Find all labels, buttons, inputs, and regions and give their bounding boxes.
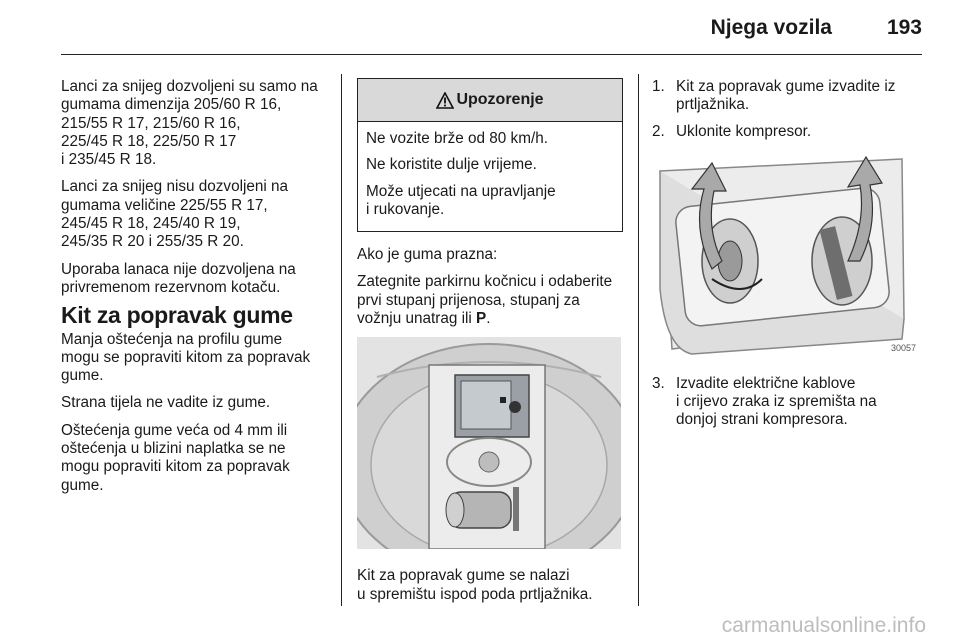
gear-p-label: P <box>476 310 487 328</box>
step-number: 3. <box>652 374 665 392</box>
column-2 <box>357 78 623 613</box>
section-title: Kit za popravak gume <box>61 302 293 329</box>
warning-line: Može utjecati na upravljanje i rukovanje. <box>366 182 556 218</box>
warning-line: Ne vozite brže od 80 km/h. <box>366 130 548 147</box>
running-header-title: Njega vozila <box>710 16 832 39</box>
step-text: Kit za popravak gume izvadite iz prtljažnika. <box>676 78 896 114</box>
header-rule <box>61 54 922 55</box>
list-item <box>652 123 922 141</box>
paragraph: Uporaba lanaca nije dozvoljena na privremenom rezervnom kotaču. <box>61 260 296 296</box>
step-list-a <box>652 78 922 141</box>
compressor-removal-illustration <box>652 149 912 361</box>
warning-body <box>358 122 622 231</box>
paragraph: Ako je guma prazna: <box>357 246 498 264</box>
warning-box <box>357 78 623 232</box>
figure-compressor <box>652 149 922 361</box>
page-number: 193 <box>886 16 922 39</box>
step-number: 2. <box>652 122 665 140</box>
column-1 <box>61 78 329 504</box>
warning-header <box>358 79 622 122</box>
paragraph-end: . <box>486 310 491 328</box>
watermark: carmanualsonline.info <box>721 614 926 637</box>
warning-title: Upozorenje <box>456 90 544 108</box>
paragraph: Strana tijela ne vadite iz gume. <box>61 394 271 412</box>
paragraph <box>357 273 623 328</box>
paragraph: Lanci za snijeg nisu dozvoljeni na gumama veličine 225/55 R 17, 245/45 R 18, 245/40 R 19, 245/35 R 20 i 255/35 R 20. <box>61 178 289 251</box>
figure-caption: Kit za popravak gume se nalazi u spremištu ispod poda prtljažnika. <box>357 567 593 603</box>
step-list-b <box>652 375 922 430</box>
trunk-repair-kit-illustration <box>357 337 621 549</box>
paragraph-text: Zategnite parkirnu kočnicu i odaberite prvi stupanj prijenosa, stupanj za vožnju unatrag ili <box>357 273 613 328</box>
warning-triangle-icon <box>436 92 454 109</box>
column-divider-2 <box>638 74 639 606</box>
list-item <box>652 375 922 430</box>
list-item <box>652 78 922 115</box>
column-divider-1 <box>341 74 342 606</box>
figure-trunk-kit <box>357 337 623 549</box>
step-text: Uklonite kompresor. <box>676 122 812 140</box>
step-number: 1. <box>652 78 665 95</box>
warning-line: Ne koristite dulje vrijeme. <box>366 156 537 174</box>
column-3 <box>652 78 922 438</box>
paragraph: Lanci za snijeg dozvoljeni su samo na gumama dimenzija 205/60 R 16, 215/55 R 17, 215/60 R 16, 225/45 R 18, 225/50 R 17 i 235/45 R 18. <box>61 78 318 169</box>
figure-number: 30057 <box>890 342 916 353</box>
step-text: Izvadite električne kablove i crijevo zraka iz spremišta na donjoj strani kompresora. <box>676 374 877 429</box>
paragraph: Manja oštećenja na profilu gume mogu se popraviti kitom za popravak gume. <box>61 330 311 385</box>
paragraph: Oštećenja gume veća od 4 mm ili oštećenja u blizini naplatka se ne mogu popraviti kitom za popravak gume. <box>61 421 290 494</box>
